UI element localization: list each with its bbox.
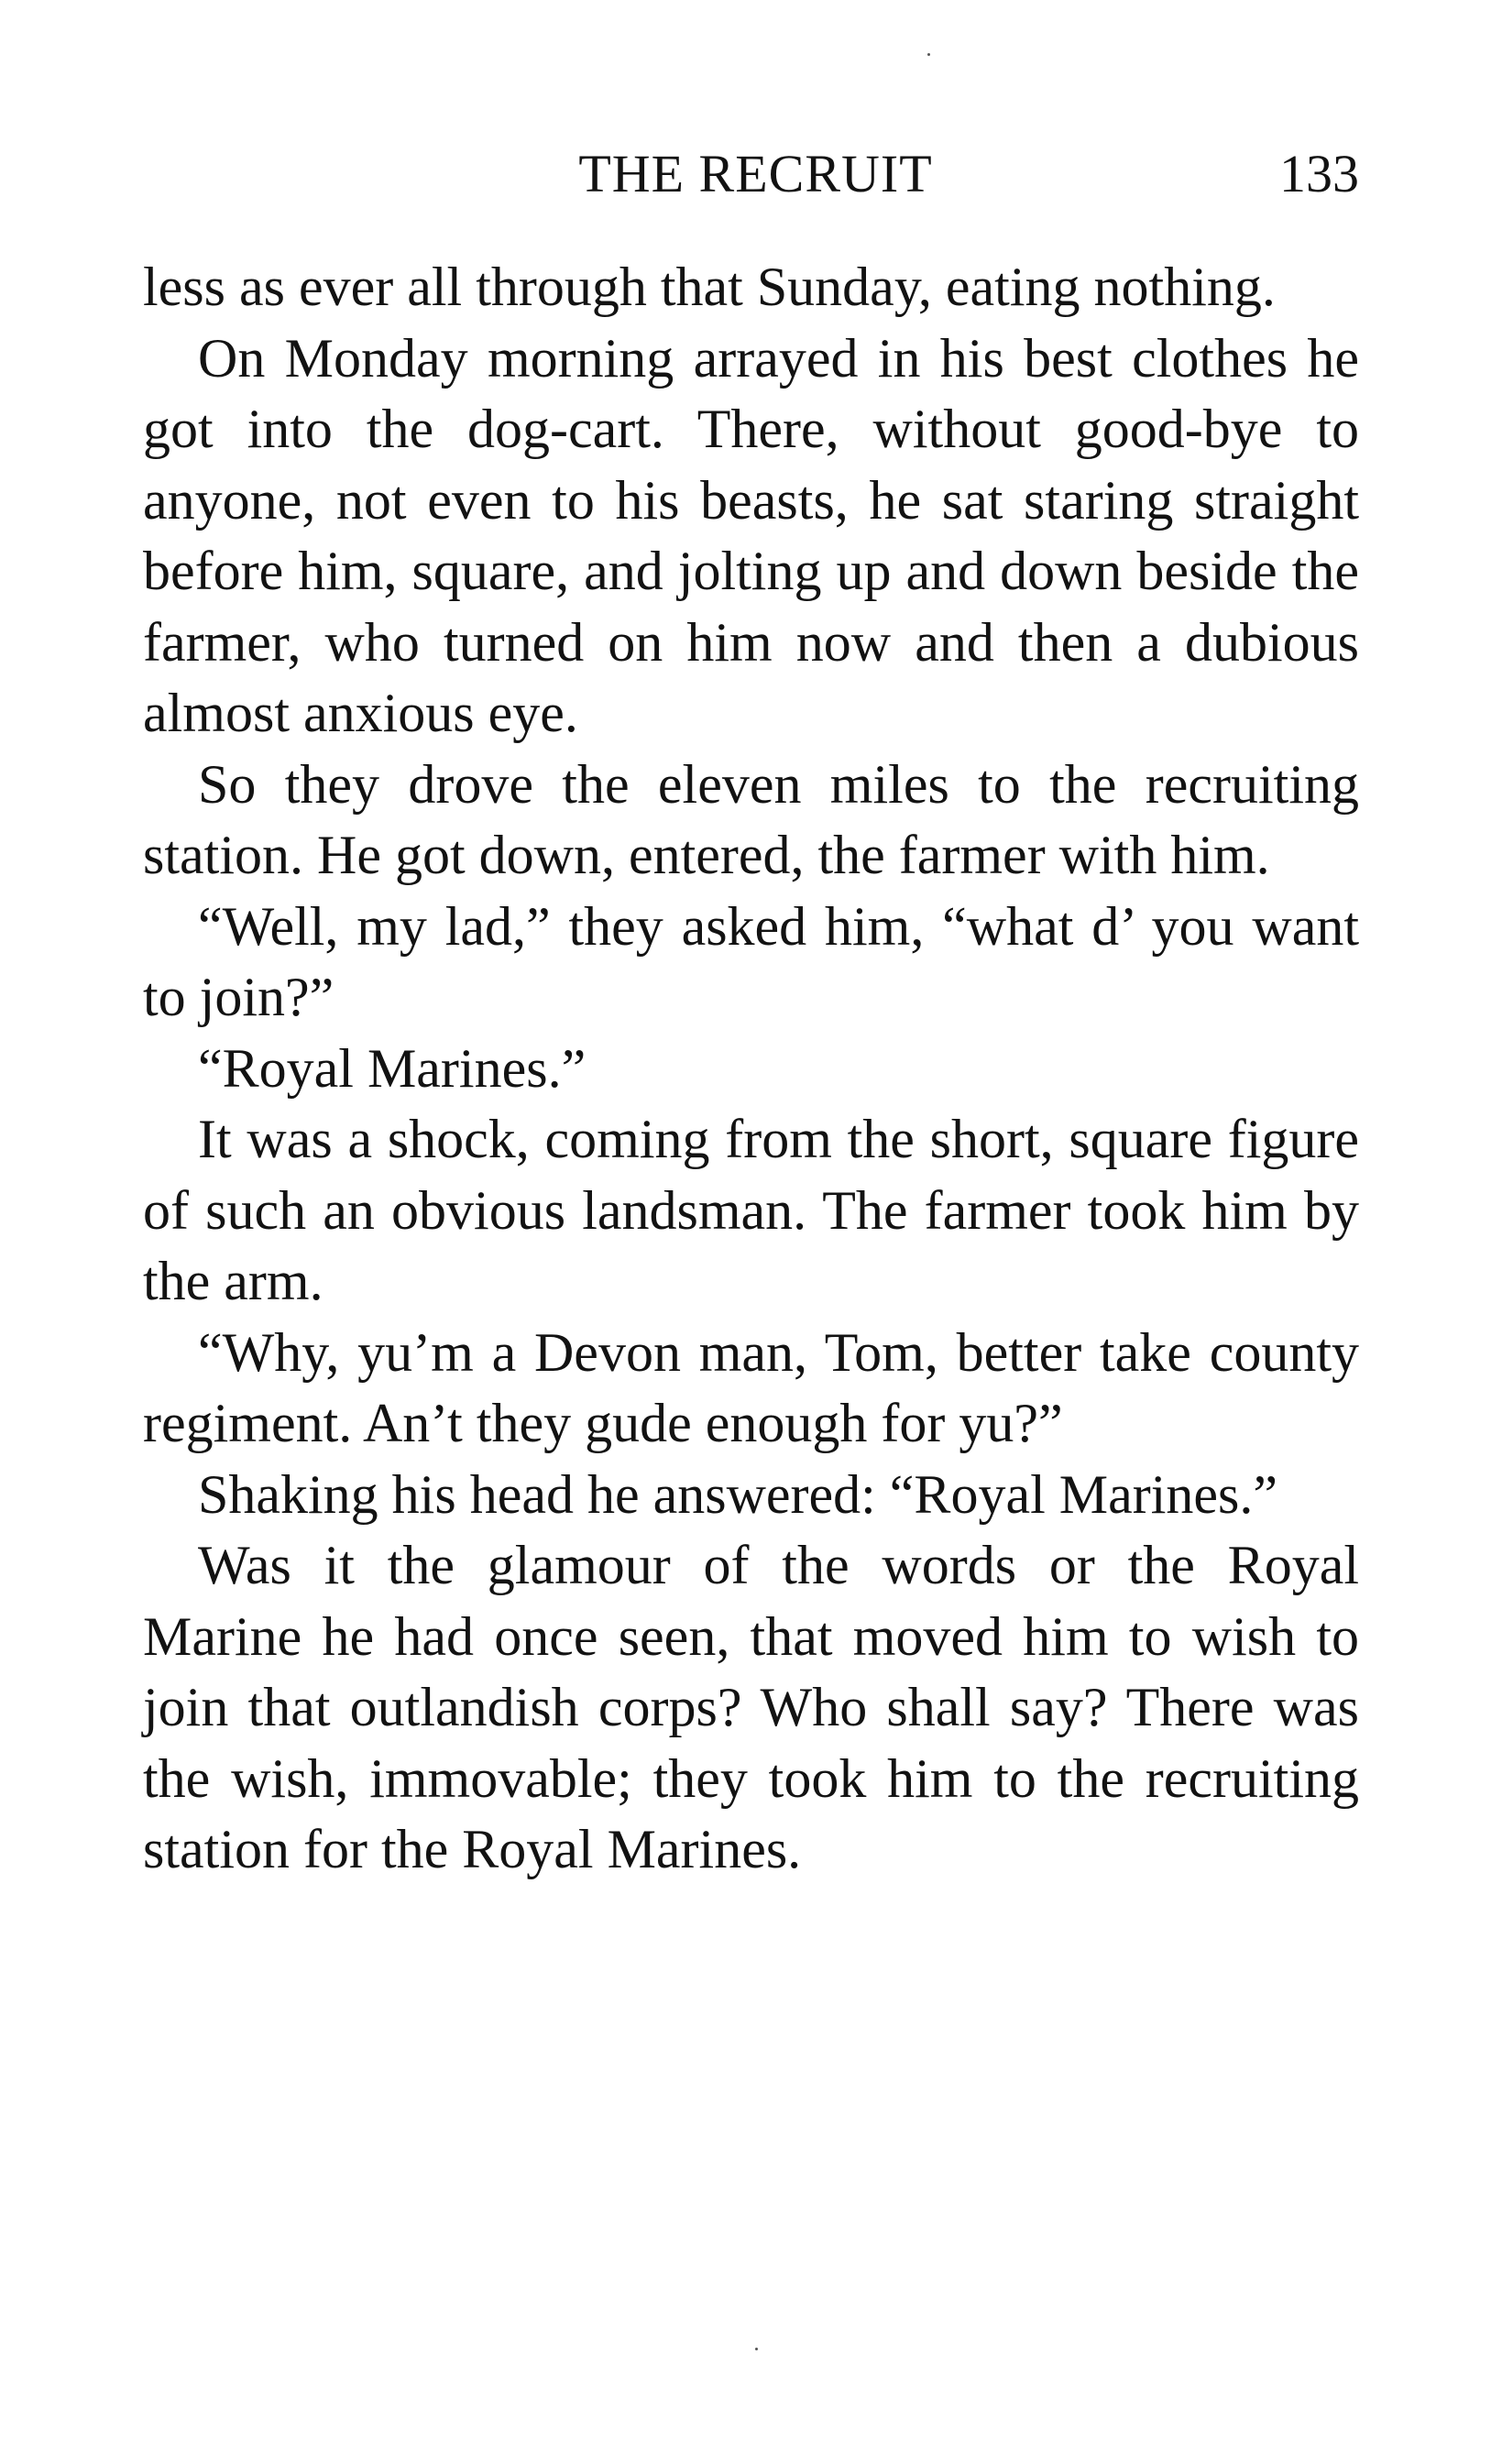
print-speck-top	[927, 53, 930, 56]
running-head: THE RECRUIT	[578, 144, 933, 203]
paragraph: So they drove the eleven miles to the recruiting station. He got down, entered, the farmer with him.	[143, 753, 1359, 885]
paragraph: On Monday morning arrayed in his best clothes he got into the dog-cart. There, without good-bye to anyone, not even to his beasts, he sat staring straight before him, square, and jolting up and down beside the farmer, who turned on him now and then a dubious almost anxious eye.	[143, 327, 1359, 743]
page-number: 133	[1279, 144, 1359, 203]
print-speck-bottom	[755, 2348, 758, 2350]
paragraph: It was a shock, coming from the short, square figure of such an obvious landsman. The farmer took him by the arm.	[143, 1109, 1359, 1311]
paragraph-continued: less as ever all through that Sunday, eating nothing.	[143, 257, 1276, 317]
paragraph: Shaking his head he answered: “Royal Marines.”	[198, 1463, 1277, 1525]
page-header	[143, 137, 1359, 211]
paragraph: Was it the glamour of the words or the Royal Marine he had once seen, that moved him to wish to join that outlandish corps? Who shall say? There was the wish, immovable; they took him to the recruiting station for the Royal Marines.	[143, 1535, 1359, 1879]
dialogue-paragraph: “Well, my lad,” they asked him, “what d’ you want to join?”	[143, 895, 1359, 1027]
dialogue-paragraph: “Royal Marines.”	[198, 1037, 587, 1099]
body-text	[143, 252, 1359, 1886]
dialogue-paragraph: “Why, yu’m a Devon man, Tom, better take county regiment. An’t they gude enough for yu?”	[143, 1321, 1359, 1453]
